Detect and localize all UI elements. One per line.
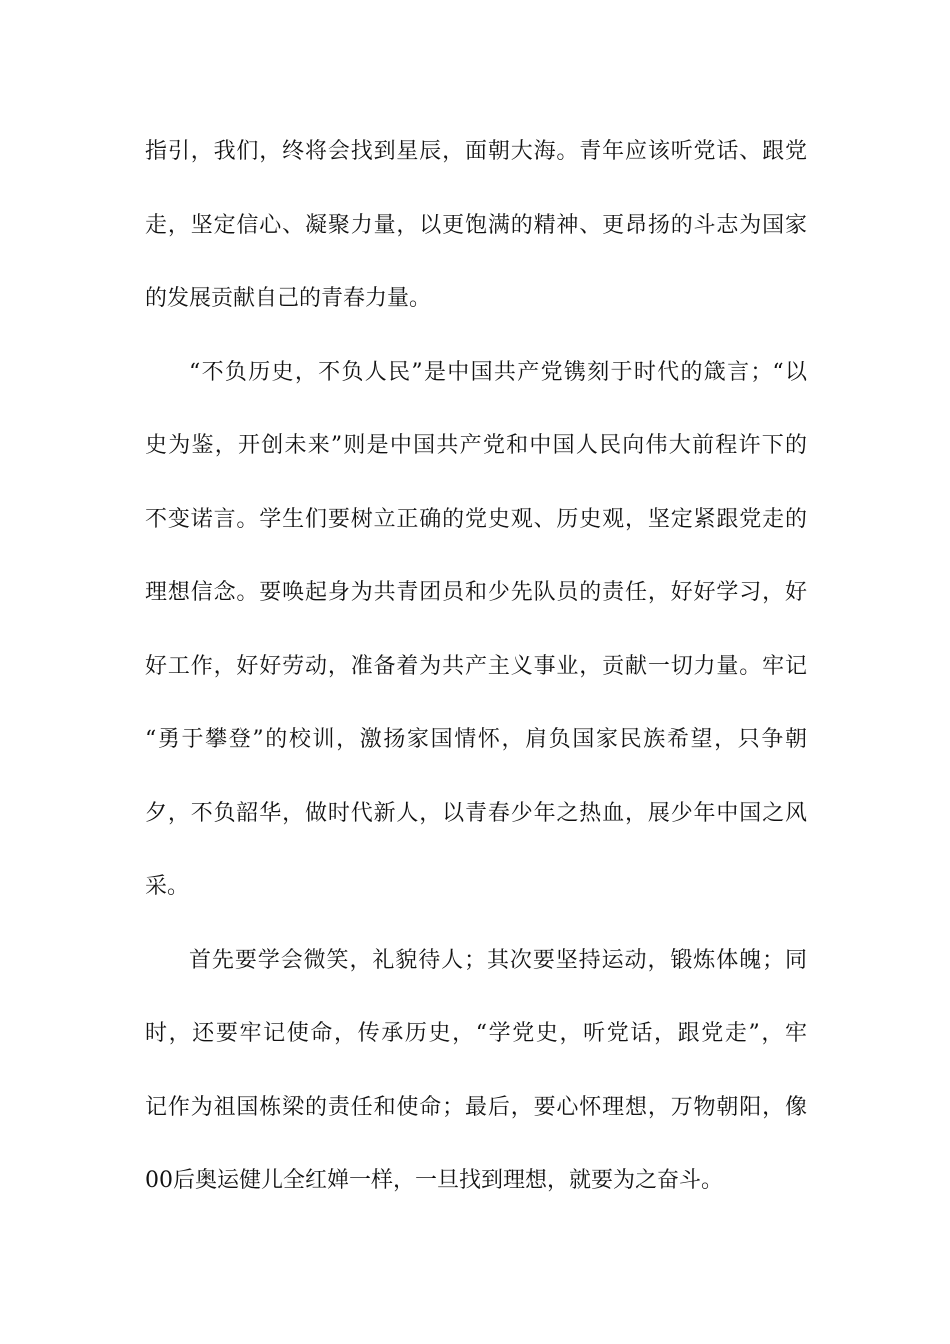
text-line: 采。 [145,874,190,899]
text-line: 指引，我们，终将会找到星辰，面朝大海。青年应该听党话、跟党 [145,139,807,164]
text-line: 好工作，好好劳动，准备着为共产主义事业，贡献一切力量。牢记 [145,653,807,679]
text-line: “勇于攀登”的校训，激扬家国情怀，肩负国家民族希望，只争朝 [145,727,807,752]
text-line: 理想信念。要唤起身为共青团员和少先队员的责任，好好学习，好 [145,580,807,605]
text-line: 记作为祖国栋梁的责任和使命；最后，要心怀理想，万物朝阳，像 [145,1094,807,1120]
text-line: 首先要学会微笑，礼貌待人；其次要坚持运动，锻炼体魄；同 [189,947,807,973]
text-line: 的发展贡献自己的青春力量。 [145,286,432,311]
text-line: “不负历史，不负人民”是中国共产党镌刻于时代的箴言；“以 [189,359,807,385]
text-line: 时，还要牢记使命，传承历史，“学党史，听党话，跟党走”，牢 [145,1021,807,1046]
text-line: 史为鉴，开创未来”则是中国共产党和中国人民向伟大前程许下的 [145,433,807,458]
document-body [145,126,807,1229]
text-line: 走，坚定信心、凝聚力量，以更饱满的精神、更昂扬的斗志为国家 [145,212,807,238]
text-line: 不变诺言。学生们要树立正确的党史观、历史观，坚定紧跟党走的 [145,506,807,532]
text-line: 夕，不负韶华，做时代新人，以青春少年之热血，展少年中国之风 [145,800,807,826]
text-line: 00后奥运健儿全红婵一样，一旦找到理想，就要为之奋斗。 [145,1168,723,1193]
